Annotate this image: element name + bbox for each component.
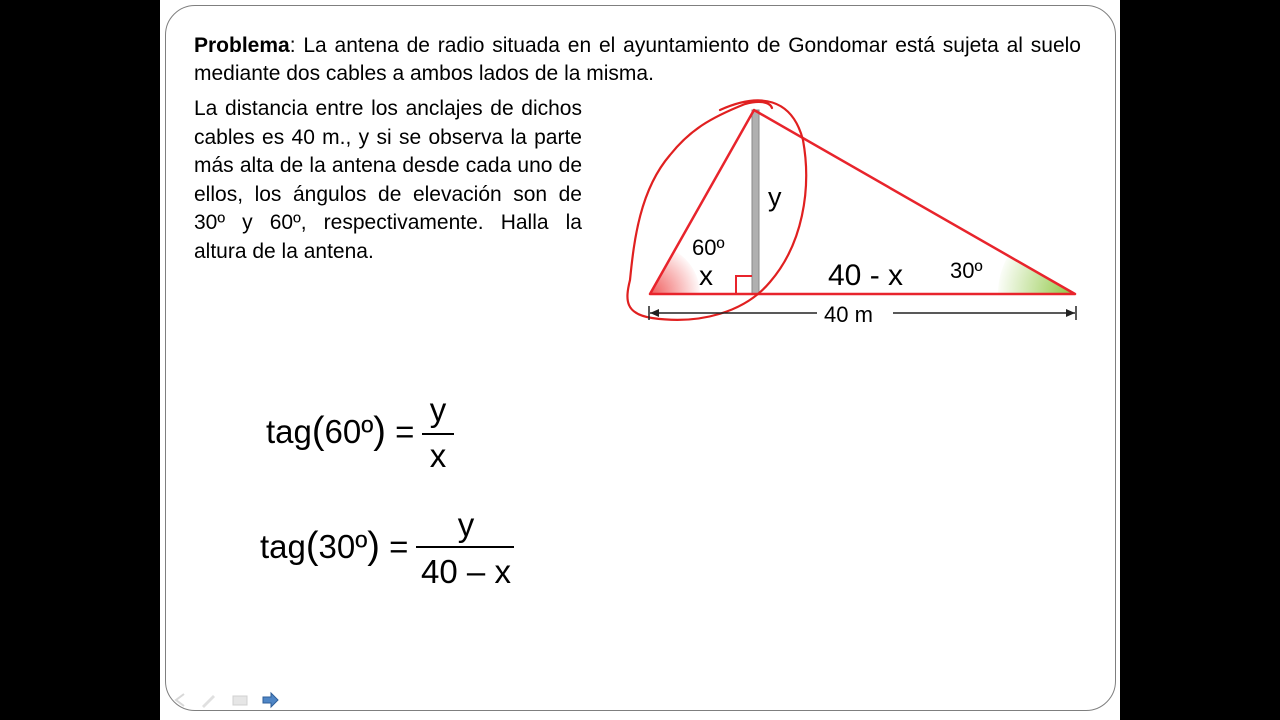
fraction-denominator: x: [429, 437, 447, 474]
base-label: 40 m: [824, 302, 873, 327]
left-segment-label: x: [699, 260, 713, 291]
left-angle-label: 60º: [692, 235, 725, 260]
close-paren: ): [367, 525, 380, 567]
antenna-pole: [752, 110, 759, 294]
equation-lhs: [266, 410, 414, 453]
open-paren: (: [311, 410, 325, 452]
fraction-numerator: y: [429, 391, 447, 428]
problem-intro-text: : La antena de radio situada en el ayuntamiento de Gondomar está sujeta al suelo mediante dos cables a ambos lados de la misma.: [194, 34, 1081, 85]
slides-icon[interactable]: [230, 690, 250, 710]
problem-heading: Problema: [194, 34, 290, 57]
fraction-denominator: 40 – x: [421, 553, 511, 590]
next-arrow-icon[interactable]: [260, 690, 280, 710]
slideshow-controls: [164, 690, 284, 718]
triangle-diagram: [160, 0, 1120, 720]
arrowhead-left-icon: [650, 309, 659, 317]
fraction-numerator: y: [457, 506, 475, 543]
right-angle-marker: [736, 276, 752, 294]
right-angle-label: 30º: [950, 258, 983, 283]
fraction-bar: [422, 433, 454, 435]
height-label: y: [768, 182, 782, 212]
fraction-bar: [416, 546, 514, 548]
equation-tan30: [260, 508, 520, 598]
close-paren: ): [373, 410, 386, 452]
equation-tan60: [266, 391, 466, 485]
equals-sign: =: [389, 528, 409, 565]
equation-lhs: [260, 525, 408, 568]
equals-sign: =: [395, 413, 415, 450]
right-segment-label: 40 - x: [828, 259, 904, 292]
arrowhead-right-icon: [1066, 309, 1075, 317]
angle-argument: 30º: [318, 528, 368, 565]
open-paren: (: [305, 525, 319, 567]
slide: [160, 0, 1120, 720]
back-arrow-icon[interactable]: [170, 690, 190, 710]
function-name: tag: [260, 528, 306, 565]
function-name: tag: [266, 413, 312, 450]
problem-detail: La distancia entre los anclajes de dichos cables es 40 m., y si se observa la parte más alta de la antena desde cada uno de ellos, los ángulos de elevación son de 30º y 60º, respectivamente. Halla la altura de la antena.: [194, 97, 582, 263]
angle-argument: 60º: [324, 413, 374, 450]
pen-icon[interactable]: [198, 690, 218, 710]
